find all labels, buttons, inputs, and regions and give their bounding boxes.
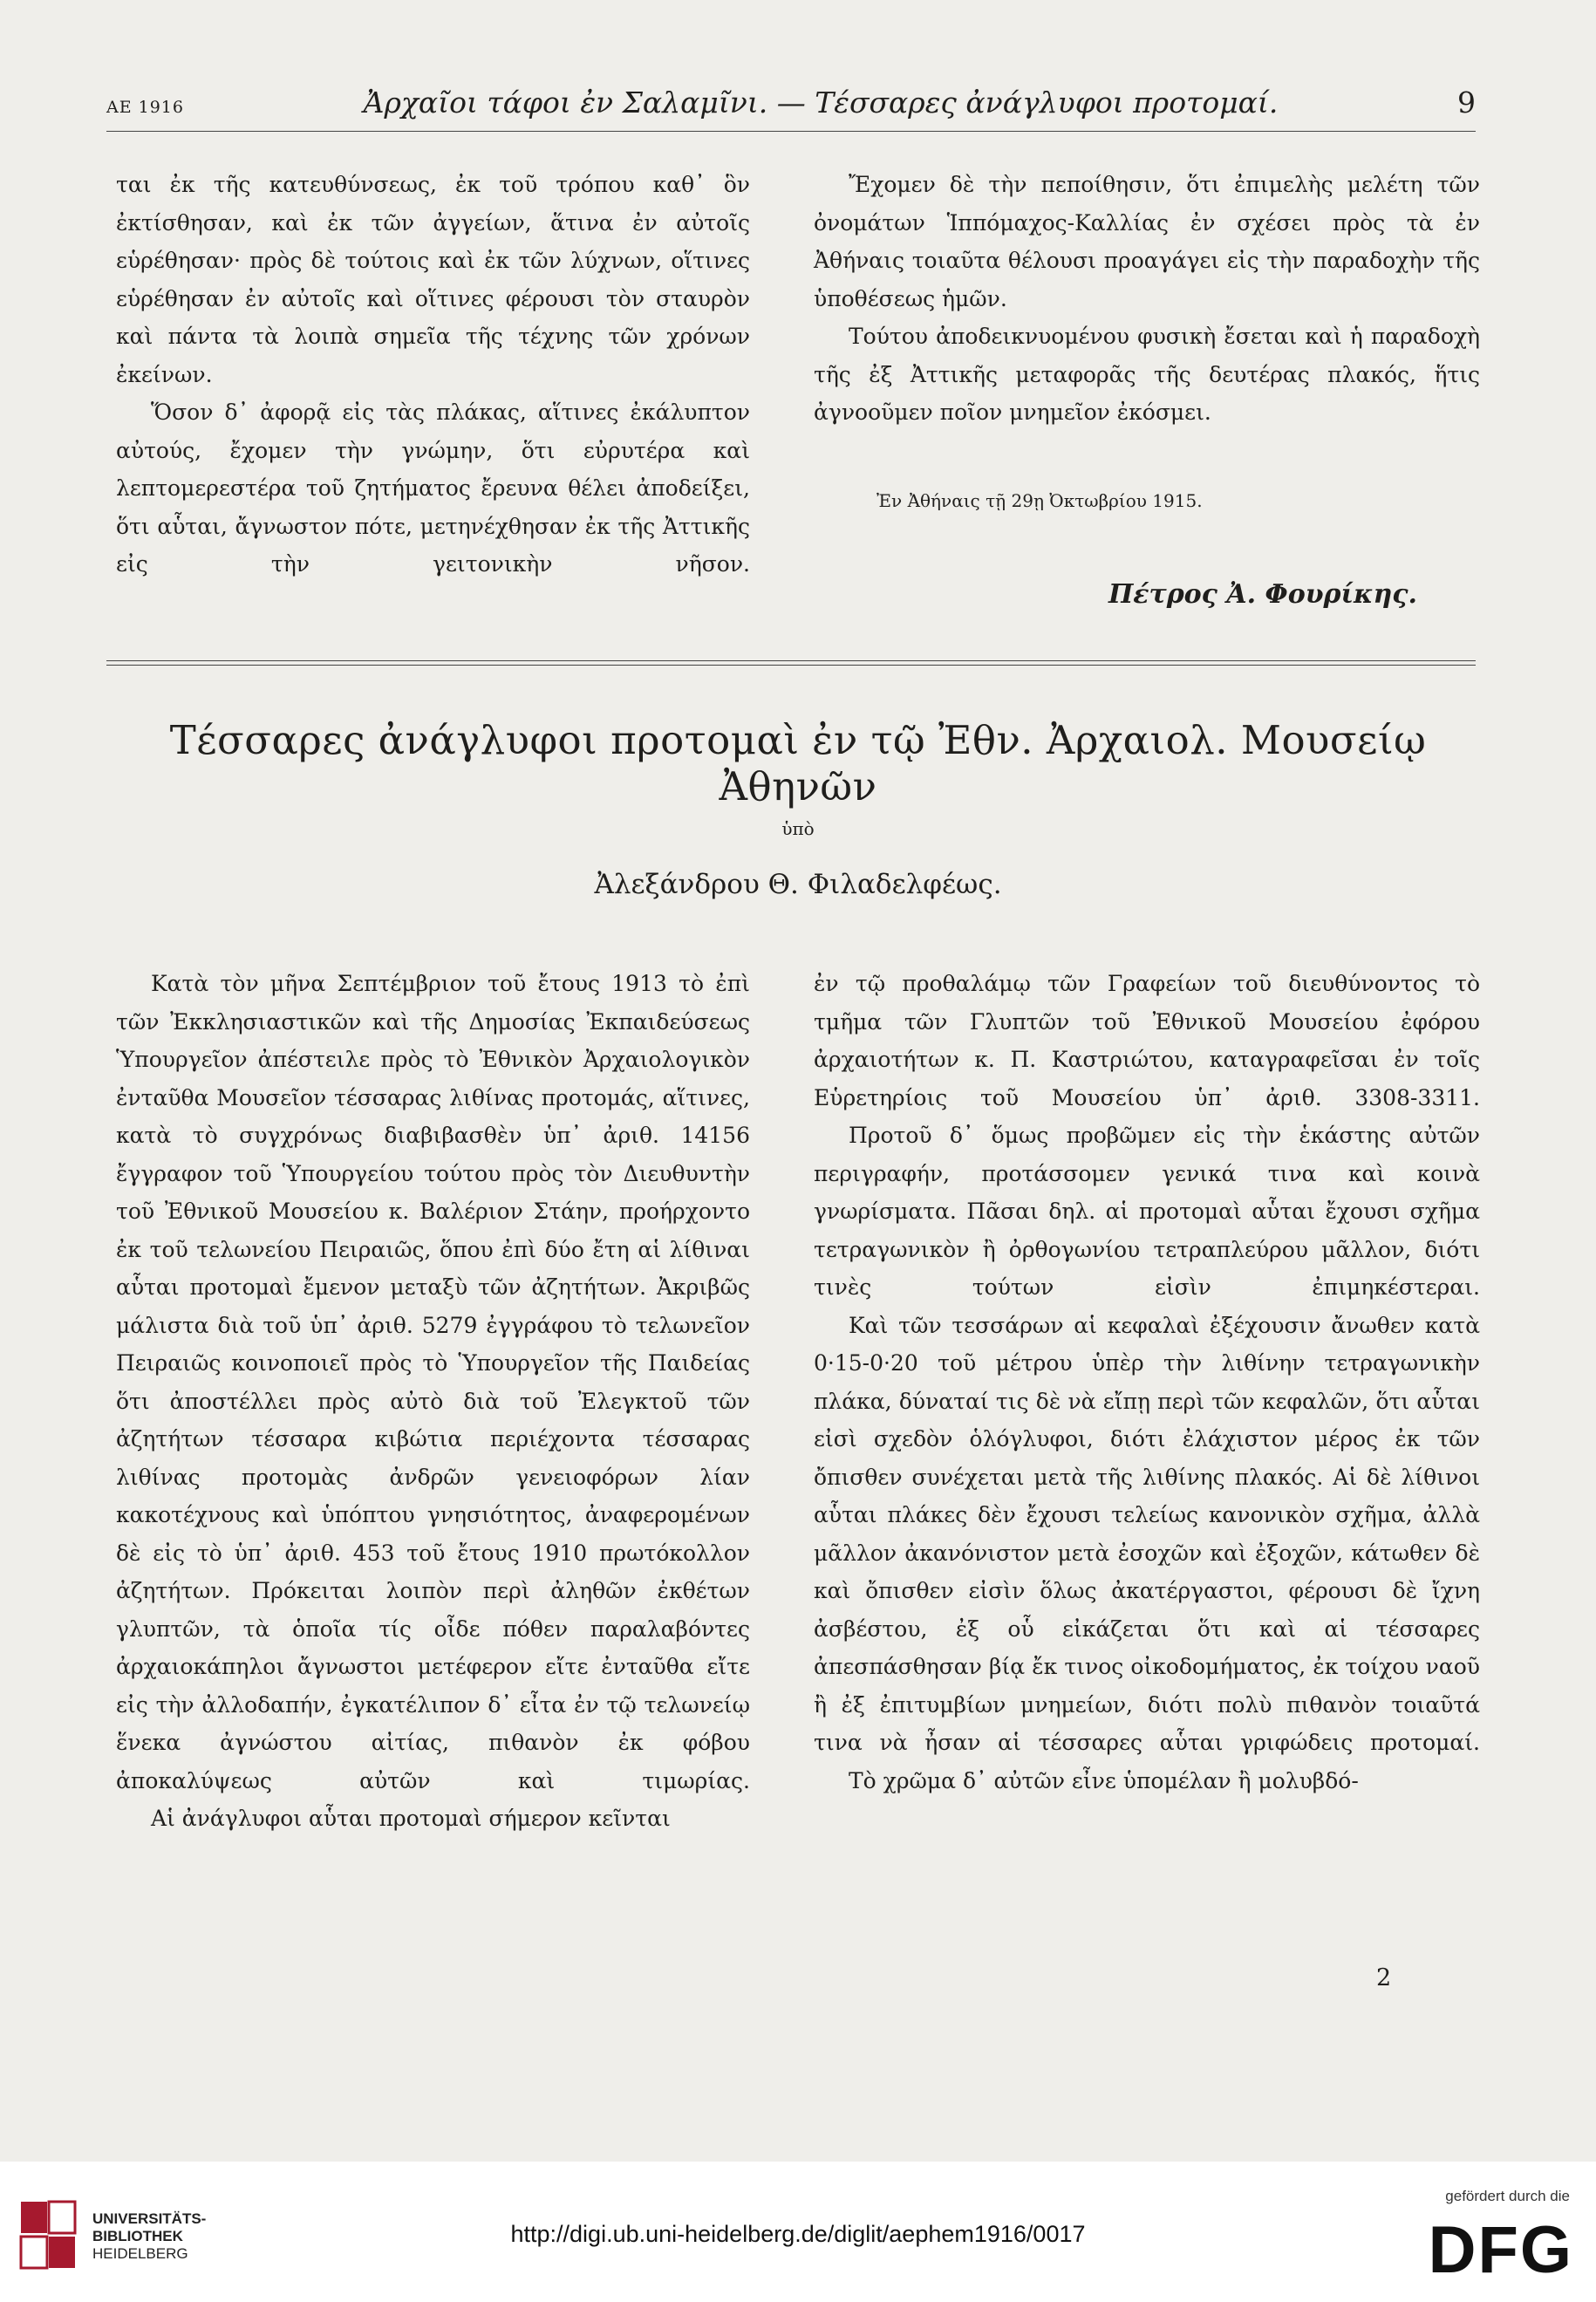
body-right-column: [814, 965, 1480, 1800]
dfg-logo: DFG: [1428, 2213, 1573, 2287]
section-rule-bottom: [106, 665, 1476, 666]
digitization-footer: [0, 2162, 1596, 2302]
paragraph: Ὅσον δ᾽ ἀφορᾷ εἰς τὰς πλάκας, αἵτινες ἐκάλυπτον αὐτούς, ἔχομεν τὴν γνώμην, ὅτι εὐρυτέρα καὶ λεπτομερεστέρα τοῦ ζητήματος ἔρευνα θέλει ἀποδείξει, ὅτι αὗται, ἄγνωστον πότε, μετηνέχθησαν ἐκ τῆς Ἀττικῆς εἰς τὴν γειτονικὴν νῆσον.: [116, 400, 750, 577]
paragraph: Τούτου ἀποδεικνυομένου φυσικὴ ἔσεται καὶ ἡ παραδοχὴ τῆς ἐξ Ἀττικῆς μεταφορᾶς τῆς δευτέρας πλακός, ἥτις ἀγνοοῦμεν ποῖον μνημεῖον ἐκόσμει.: [814, 324, 1480, 425]
paragraph: Καὶ τῶν τεσσάρων αἱ κεφαλαὶ ἐξέχουσιν ἄνωθεν κατὰ 0·15-0·20 τοῦ μέτρου ὑπὲρ τὴν λιθίνην τετραγωνικὴν πλάκα, δύναταί τις δὲ νὰ εἴπῃ περὶ τῶν κεφαλῶν, ὅτι αὗται εἰσὶ σχεδὸν ὁλόγλυφοι, διότι ἐλάχιστον μέρος ἐκ τῶν ὄπισθεν συνέχεται μετὰ τῆς λιθίνης πλακός. Αἱ δὲ λίθινοι αὗται πλάκες δὲν ἔχουσι τελείως κανονικὸν σχῆμα, ἀλλὰ μᾶλλον ἀκανόνιστον μετὰ ἐσοχῶν καὶ ἐξοχῶν, κάτωθεν δὲ καὶ ὄπισθεν εἰσὶν ὅλως ἀκατέργαστοι, φέρουσι δὲ ἴχνη ἀσβέστου, ἐξ οὗ εἰκάζεται ὅτι καὶ αἱ τέσσαρες ἀπεσπάσθησαν βίᾳ ἔκ τινος οἰκοδομήματος, ἐκ τοίχου ναοῦ ἢ ἐξ ἐπιτυμβίων μνημείων, διότι πολὺ πιθανὸν τοιαῦτά τινα νὰ ἦσαν αἱ τέσσαρες αὗται γριφώδεις προτομαί.: [814, 1312, 1480, 1755]
running-title: Ἀρχαῖοι τάφοι ἐν Σαλαμῖνι. — Τέσσαρες ἀνάγλυφοι προτομαί.: [363, 85, 1279, 120]
article-author: Ἀλεξάνδρου Θ. Φιλαδελφέως.: [594, 869, 1002, 900]
paragraph: Προτοῦ δ᾽ ὅμως προβῶμεν εἰς τὴν ἑκάστης αὐτῶν περιγραφήν, προτάσσομεν γενικά τινα καὶ κοινὰ γνωρίσματα. Πᾶσαι δηλ. αἱ προτομαὶ αὗται ἔχουσι σχῆμα τετραγωνικὸν ἢ ὀρθογωνίου τετραπλεύρου μᾶλλον, διότι τινὲς τούτων εἰσὶν ἐπιμηκέστεραι.: [814, 1123, 1480, 1300]
top-left-column: [116, 166, 750, 584]
section-rule-top: [106, 660, 1476, 661]
funder-label: gefördert durch die: [1445, 2188, 1570, 2204]
page-number: 9: [1457, 85, 1476, 120]
permalink[interactable]: http://digi.ub.uni-heidelberg.de/diglit/aephem1916/0017: [510, 2221, 1086, 2247]
journal-year: ΑΕ 1916: [106, 98, 184, 117]
paragraph: Τὸ χρῶμα δ᾽ αὐτῶν εἶνε ὑπομέλαν ἢ μολυβδό-: [849, 1767, 1359, 1793]
paragraph: Κατὰ τὸν μῆνα Σεπτέμβριον τοῦ ἔτους 1913 τὸ ἐπὶ τῶν Ἐκκλησιαστικῶν καὶ τῆς Δημοσίας Ἐκπαιδεύσεως Ὑπουργεῖον ἀπέστειλε πρὸς τὸ Ἐθνικὸν Ἀρχαιολογικὸν ἐνταῦθα Μουσεῖον τέσσαρας λιθίνας προτομάς, αἵτινες, κατὰ τὸ συγχρόνως διαβιβασθὲν ὑπ᾽ ἀριθ. 14156 ἔγγραφον τοῦ Ὑπουργείου τούτου πρὸς τὸν Διευθυντὴν τοῦ Ἐθνικοῦ Μουσείου κ. Βαλέριον Στάην, προήρχοντο ἐκ τοῦ τελωνείου Πειραιῶς, ὅπου ἐπὶ δύο ἔτη αἱ λίθιναι αὗται προτομαὶ ἔμενον μεταξὺ τῶν ἀζητήτων. Ἀκριβῶς μάλιστα διὰ τοῦ ὑπ᾽ ἀριθ. 5279 ἐγγράφου τὸ τελωνεῖον Πειραιῶς κοινοποιεῖ πρὸς τὸ Ὑπουργεῖον τῆς Παιδείας ὅτι ἀποστέλλει πρὸς αὐτὸ διὰ τοῦ Ἐλεγκτοῦ τῶν ἀζητήτων τέσσαρα κιβώτια περιέχοντα τέσσαρας λιθίνας προτομὰς ἀνδρῶν γενειοφόρων λίαν κακοτέχνους καὶ ὑπόπτου γνησιότητος, ἀναφερομένων δὲ εἰς τὸ ὑπ᾽ ἀριθ. 453 τοῦ ἔτους 1910 πρωτόκολλον ἀζητήτων. Πρόκειται λοιπὸν περὶ ἀληθῶν ἐκθέτων γλυπτῶν, τὰ ὁποῖα τίς οἶδε πόθεν παραλαβόντες ἀρχαιοκάπηλοι ἄγνωστοι μετέφερον εἴτε ἐνταῦθα εἴτε εἰς τὴν ἀλλοδαπήν, ἐγκατέλιπον δ᾽ εἶτα ἐν τῷ τελωνείῳ ἕνεκα ἀγνώστου αἰτίας, πιθανὸν ἐκ φόβου ἀποκαλύψεως αὐτῶν καὶ τιμωρίας.: [116, 971, 750, 1793]
top-right-column: [814, 166, 1480, 432]
signature: Πέτρος Ἀ. Φουρίκης.: [1108, 579, 1417, 610]
paragraph: Αἱ ἀνάγλυφοι αὗται προτομαὶ σήμερον κεῖνται: [151, 1806, 671, 1831]
paragraph: ται ἐκ τῆς κατευθύνσεως, ἐκ τοῦ τρόπου καθ᾽ ὃν ἐκτίσθησαν, καὶ ἐκ τῶν ἀγγείων, ἅτινα ἐν αὐτοῖς εὑρέθησαν· πρὸς δὲ τούτοις καὶ ἐκ τῶν λύχνων, οἵτινες εὑρέθησαν ἐν αὐτοῖς καὶ οἵτινες φέρουσι τὸν σταυρὸν καὶ πάντα τὰ λοιπὰ σημεῖα τῆς τέχνης τῶν χρόνων ἐκείνων.: [116, 172, 750, 387]
paragraph: ἐν τῷ προθαλάμῳ τῶν Γραφείων τοῦ διευθύνοντος τὸ τμῆμα τῶν Γλυπτῶν τοῦ Ἐθνικοῦ Μουσείου ἐφόρου ἀρχαιοτήτων κ. Π. Καστριώτου, καταγραφεῖσαι ἐν τοῖς Εὑρετηρίοις τοῦ Μουσείου ὑπ᾽ ἀριθ. 3308-3311.: [814, 971, 1480, 1110]
header-rule: [106, 131, 1476, 132]
dateline: Ἐν Ἀθήναις τῇ 29ῃ Ὀκτωβρίου 1915.: [876, 490, 1203, 511]
byline-hypo: ὑπὸ: [781, 818, 815, 839]
article-title: Τέσσαρες ἀνάγλυφοι προτομαὶ ἐν τῷ Ἐθν. Ἀρχαιολ. Μουσείῳ Ἀθηνῶν: [169, 717, 1427, 809]
library-name: UNIVERSITÄTS- BIBLIOTHEK HEIDELBERG: [92, 2210, 207, 2262]
signature-mark: 2: [1376, 1964, 1392, 1991]
paragraph: Ἔχομεν δὲ τὴν πεποίθησιν, ὅτι ἐπιμελὴς μελέτη τῶν ὀνομάτων Ἱππόμαχος-Καλλίας ἐν σχέσει πρὸς τὰ ἐν Ἀθήναις τοιαῦτα θέλουσι προαγάγει εἰς τὴν παραδοχὴν τῆς ὑποθέσεως ἡμῶν.: [814, 172, 1480, 311]
running-header: [106, 85, 1476, 120]
body-left-column: [116, 965, 750, 1838]
